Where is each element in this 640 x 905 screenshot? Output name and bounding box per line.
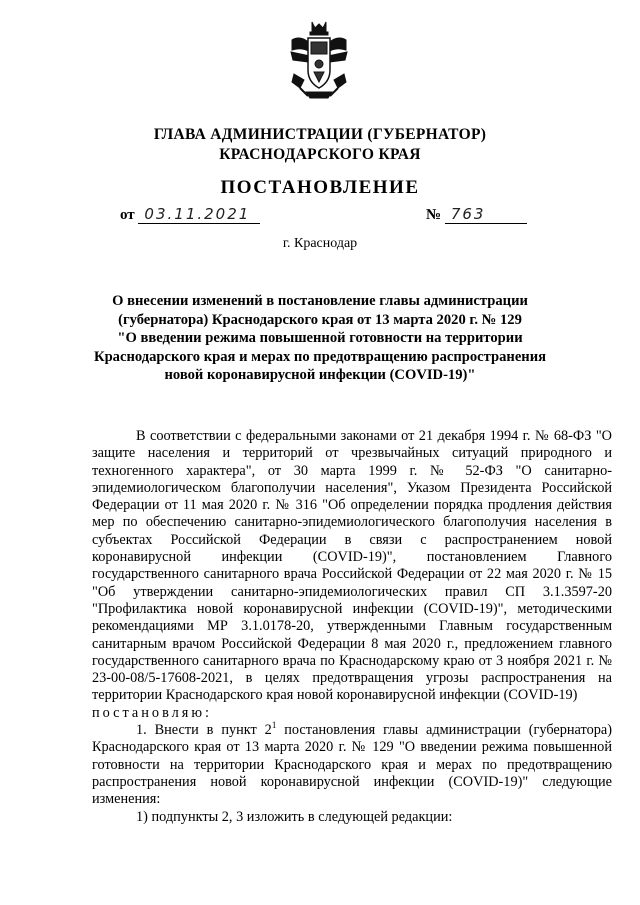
city-label: г. Краснодар bbox=[282, 236, 358, 251]
item-1-paragraph bbox=[92, 722, 612, 808]
authority-title-line1: ГЛАВА АДМИНИСТРАЦИИ (ГУБЕРНАТОР) bbox=[153, 126, 487, 143]
item-1-subitem: 1) подпункты 2, 3 изложить в следующей редакции: bbox=[136, 808, 453, 825]
item-1-text-a: 1. Внести в пункт 2 bbox=[136, 722, 272, 739]
number-row bbox=[426, 206, 527, 224]
authority-title-line2: КРАСНОДАРСКОГО КРАЯ bbox=[219, 146, 421, 163]
item-1-text-b: постановления главы администрации (губернатора) Краснодарского края от 13 марта 2020 г. № 129 "О введении режима повышенной готовности на территории Краснодарского края и мерах по предотвращению распространения новой коронавирусной инфекции (COVID-19)" следующие изменения: bbox=[92, 722, 612, 808]
title-line: О внесении изменений в постановление главы администрации bbox=[112, 293, 528, 309]
title-line: (губернатора) Краснодарского края от 13 марта 2020 г. № 129 bbox=[118, 311, 522, 328]
number-prefix: № bbox=[426, 207, 442, 223]
date-row bbox=[120, 206, 260, 224]
resolve-word: постановляю: bbox=[92, 704, 212, 721]
document-title bbox=[90, 292, 550, 385]
title-line: "О введении режима повышенной готовности на территории bbox=[117, 330, 523, 346]
coat-of-arms-emblem bbox=[288, 18, 350, 104]
number-value: 763 bbox=[445, 206, 527, 224]
document-type: ПОСТАНОВЛЕНИЕ bbox=[220, 177, 420, 198]
title-line: новой коронавирусной инфекции (COVID-19)" bbox=[164, 367, 476, 383]
intro-paragraph: В соответствии с федеральными законами от 21 декабря 1994 г. № 68-ФЗ "О защите населения и территорий от чрезвычайных ситуаций природного и техногенного характера", от 30 марта 1999 г. № 52-ФЗ "О санитарно-эпидемиологическом благополучии населения", Указом Президента Российской Федерации от 11 мая 2020 г. № 316 "Об определении порядка продления действия мер по обеспечению санитарно-эпидемиологического благополучия населения в субъектах Российской Федерации в связи с распространением новой коронавирусной инфекции (COVID-19)", постановлением Главного государственного санитарного врача Российской Федерации от 22 мая 2020 г. № 15 "Об утверждении санитарно-эпидемиологических правил СП 3.1.3597-20 "Профилактика новой коронавирусной инфекции (COVID-19)", методическими рекомендациями МР 3.1.0178-20, утвержденными Главным государственным санитарным врачом Российской Федерации 8 мая 2020 г., предложением главного государственного санитарного врача по Краснодарскому краю от 3 ноября 2021 г. № 23-00-08/5-17608-2021, в целях предотвращения угрозы распространения на территории Краснодарского края новой коронавирусной инфекции (COVID-19) bbox=[92, 428, 612, 704]
document-body bbox=[92, 428, 612, 826]
item-1-superscript: 1 bbox=[271, 720, 277, 731]
title-line: Краснодарского края и мерах по предотвращению распространения bbox=[93, 348, 547, 365]
date-value: 03.11.2021 bbox=[138, 206, 260, 224]
date-prefix: от bbox=[120, 207, 135, 223]
